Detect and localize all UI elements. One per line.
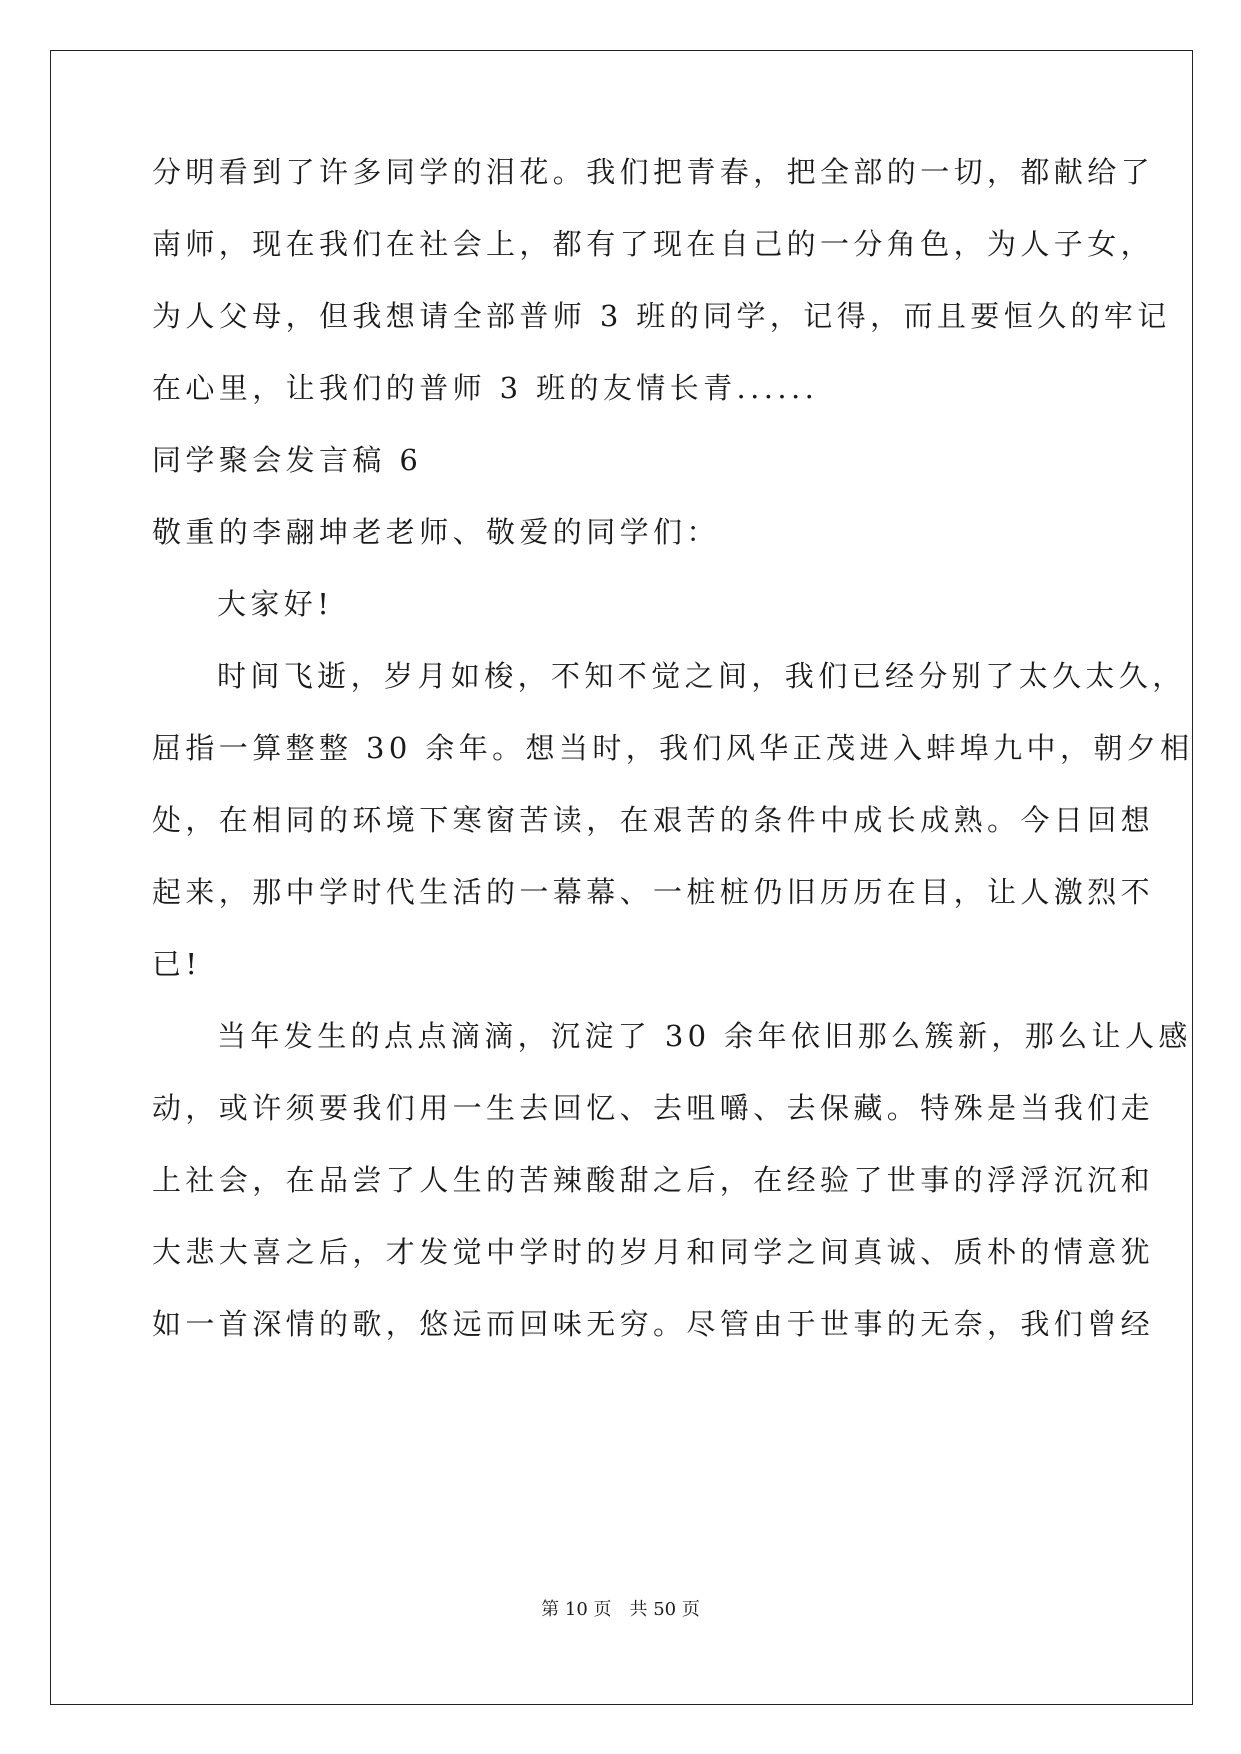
- body-line: 为人父母，但我想请全部普师 3 班的同学，记得，而且要恒久的牢记: [152, 299, 1171, 333]
- body-line: 处，在相同的环境下寒窗苦读，在艰苦的条件中成长成熟。今日回想: [152, 803, 1155, 837]
- page-total: 共 50 页: [629, 1599, 700, 1620]
- body-line: 大悲大喜之后，才发觉中学时的岁月和同学之间真诚、质朴的情意犹: [152, 1235, 1155, 1269]
- body-line: 在心里，让我们的普师 3 班的友情长青......: [152, 371, 819, 405]
- body-line: 屈指一算整整 30 余年。想当时，我们风华正茂进入蚌埠九中，朝夕相: [152, 731, 1194, 765]
- greeting: 大家好!: [217, 587, 334, 621]
- body-line: 上社会，在品尝了人生的苦辣酸甜之后，在经验了世事的浮浮沉沉和: [152, 1163, 1155, 1197]
- body-line: 动，或许须要我们用一生去回忆、去咀嚼、去保藏。特殊是当我们走: [152, 1091, 1155, 1125]
- body-line: 当年发生的点点滴滴，沉淀了 30 余年依旧那么簇新，那么让人感: [217, 1019, 1192, 1053]
- section-heading: 同学聚会发言稿 6: [152, 443, 423, 477]
- salutation: 敬重的李翮坤老老师、敬爱的同学们：: [152, 515, 720, 549]
- body-line: 已!: [152, 947, 202, 981]
- body-line: 南师，现在我们在社会上，都有了现在自己的一分角色，为人子女，: [152, 227, 1155, 261]
- page-number: 第 10 页: [541, 1599, 612, 1620]
- body-line: 如一首深情的歌，悠远而回味无穷。尽管由于世事的无奈，我们曾经: [152, 1307, 1155, 1341]
- body-line: 分明看到了许多同学的泪花。我们把青春，把全部的一切，都献给了: [152, 155, 1155, 189]
- body-line: 起来，那中学时代生活的一幕幕、一桩桩仍旧历历在目，让人激烈不: [152, 875, 1155, 909]
- body-line: 时间飞逝，岁月如梭，不知不觉之间，我们已经分别了太久太久，: [217, 659, 1186, 693]
- page-footer: [0, 1598, 1241, 1622]
